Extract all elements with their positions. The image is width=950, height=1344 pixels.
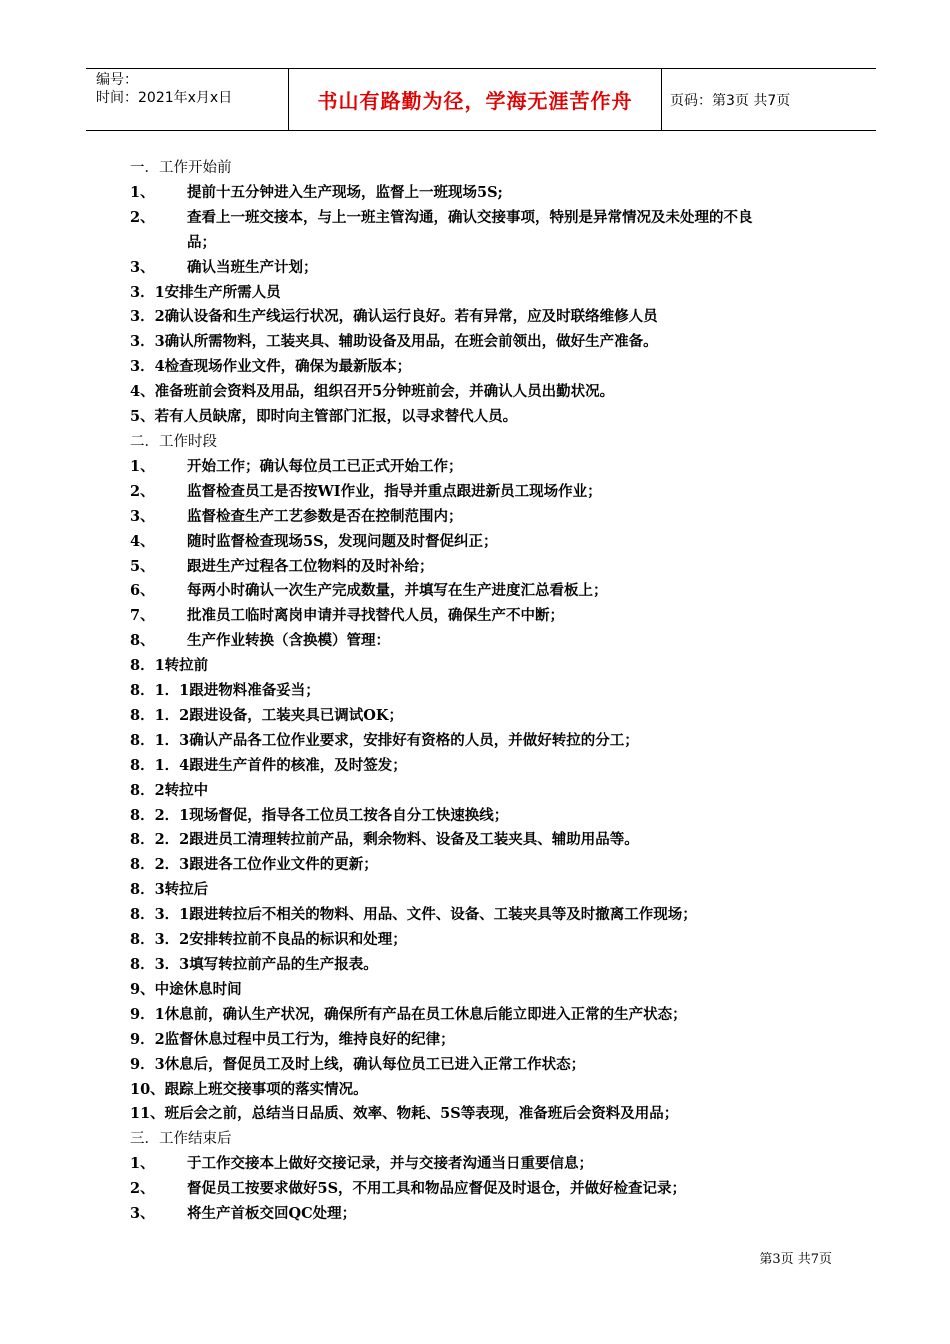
list-item: 8．2．1现场督促，指导各工位员工按各自分工快速换线；: [130, 806, 509, 824]
list-item: 3．4检查现场作业文件，确保为最新版本；: [130, 358, 412, 376]
footer-page-number: 第3页 共7页: [759, 1252, 832, 1267]
time-label: 时间：2021年x月x日: [96, 90, 233, 106]
section-heading: 三．工作结束后: [130, 1131, 232, 1148]
list-item: [130, 455, 850, 480]
list-item: 8．1．1跟进物料准备妥当；: [130, 682, 320, 700]
item-number: 2、: [130, 482, 155, 500]
header-motto: 书山有路勤为径，学海无涯苦作舟: [288, 69, 662, 130]
item-text: 监督检查生产工艺参数是否在控制范围内；: [187, 507, 463, 525]
list-item: [130, 604, 850, 629]
list-item: 9、中途休息时间: [130, 980, 242, 998]
item-number: 1、: [130, 183, 155, 201]
list-item: 5、若有人员缺席，即时向主管部门汇报，以寻求替代人员。: [130, 408, 518, 426]
item-text: 查看上一班交接本，与上一班主管沟通，确认交接事项，特别是异常情况及未处理的不良: [187, 208, 753, 226]
list-item: 8．1．2跟进设备，工装夹具已调试OK；: [130, 706, 403, 724]
list-item: [130, 256, 850, 281]
list-item: [130, 206, 850, 231]
list-item: [130, 1177, 850, 1202]
header-meta: [86, 69, 288, 130]
list-item: 8．1．4跟进生产首件的核准，及时签发；: [130, 756, 407, 774]
item-number: 8、: [130, 632, 155, 650]
item-number: 7、: [130, 607, 155, 625]
list-item: 8．2．3跟进各工位作业文件的更新；: [130, 856, 378, 874]
item-number: 3、: [130, 258, 155, 276]
number-label: 编号：: [96, 72, 138, 88]
item-text: 随时监督检查现场5S，发现问题及时督促纠正；: [187, 532, 498, 550]
item-text: 督促员工按要求做好5S，不用工具和物品应督促及时退仓，并做好检查记录；: [187, 1180, 687, 1198]
item-number: 5、: [130, 557, 155, 575]
list-item: 8．2转拉中: [130, 781, 209, 799]
item-text: 生产作业转换（含换模）管理：: [187, 632, 390, 650]
list-item: 9．2监督休息过程中员工行为，维持良好的纪律；: [130, 1030, 455, 1048]
list-item: [130, 480, 850, 505]
item-number: 6、: [130, 582, 155, 600]
item-text: 提前十五分钟进入生产现场，监督上一班现场5S;: [187, 183, 503, 201]
list-item: 8．3．1跟进转拉后不相关的物料、用品、文件、设备、工装夹具等及时撤离工作现场；: [130, 906, 697, 924]
list-item: [130, 1152, 850, 1177]
list-item: 8．1．3确认产品各工位作业要求，安排好有资格的人员，并做好转拉的分工；: [130, 731, 639, 749]
list-item: 11、班后会之前，总结当日品质、效率、物耗、5S等表现，准备班后会资料及用品；: [130, 1105, 679, 1123]
list-item: 10、跟踪上班交接事项的落实情况。: [130, 1080, 368, 1098]
list-item: [130, 1202, 850, 1227]
list-item: [130, 505, 850, 530]
item-text: 批准员工临时离岗申请并寻找替代人员，确保生产不中断；: [187, 607, 564, 625]
item-number: 2、: [130, 1180, 155, 1198]
header-table: [86, 68, 876, 131]
item-number: 3、: [130, 507, 155, 525]
item-text: 确认当班生产计划；: [187, 258, 318, 276]
list-item: 8．1转拉前: [130, 657, 209, 675]
item-number: 1、: [130, 457, 155, 475]
item-number: 2、: [130, 208, 155, 226]
list-item: [130, 579, 850, 604]
item-text: 监督检查员工是否按WI作业，指导并重点跟进新员工现场作业；: [187, 482, 602, 500]
item-text: 跟进生产过程各工位物料的及时补给；: [187, 557, 434, 575]
item-number: 1、: [130, 1155, 155, 1173]
item-text: 每两小时确认一次生产完成数量，并填写在生产进度汇总看板上；: [187, 582, 608, 600]
section-heading: 一．工作开始前: [130, 160, 232, 176]
header-page-label: 页码：第3页 共7页: [670, 92, 791, 109]
list-item: 8．2．2跟进员工清理转拉前产品，剩余物料、设备及工装夹具、辅助用品等。: [130, 831, 639, 849]
list-item: [130, 181, 850, 206]
list-item: [130, 530, 850, 555]
item-text: 开始工作；确认每位员工已正式开始工作；: [187, 457, 463, 475]
list-item: 8．3．3填写转拉前产品的生产报表。: [130, 956, 378, 973]
document-body: [130, 156, 850, 1227]
list-item: 3．1安排生产所需人员: [130, 283, 281, 301]
list-item: 品；: [187, 233, 216, 251]
list-item: 8．3．2安排转拉前不良品的标识和处理；: [130, 931, 407, 949]
list-item: 4、准备班前会资料及用品，组织召开5分钟班前会，并确认人员出勤状况。: [130, 383, 615, 401]
section-heading: 二．工作时段: [130, 433, 217, 450]
list-item: 8．3转拉后: [130, 881, 209, 899]
list-item: [130, 629, 850, 654]
list-item: [130, 555, 850, 580]
list-item: 9．1休息前，确认生产状况，确保所有产品在员工休息后能立即进入正常的生产状态；: [130, 1005, 687, 1023]
item-text: 于工作交接本上做好交接记录，并与交接者沟通当日重要信息；: [187, 1155, 593, 1173]
list-item: 3．3确认所需物料，工装夹具、辅助设备及用品，在班会前领出，做好生产准备。: [130, 333, 658, 351]
item-text: 将生产首板交回QC处理；: [187, 1205, 357, 1223]
list-item: 9．3休息后，督促员工及时上线，确认每位员工已进入正常工作状态；: [130, 1055, 586, 1073]
list-item: 3．2确认设备和生产线运行状况，确认运行良好。若有异常，应及时联络维修人员: [130, 308, 658, 326]
item-number: 4、: [130, 532, 155, 550]
item-number: 3、: [130, 1205, 155, 1223]
